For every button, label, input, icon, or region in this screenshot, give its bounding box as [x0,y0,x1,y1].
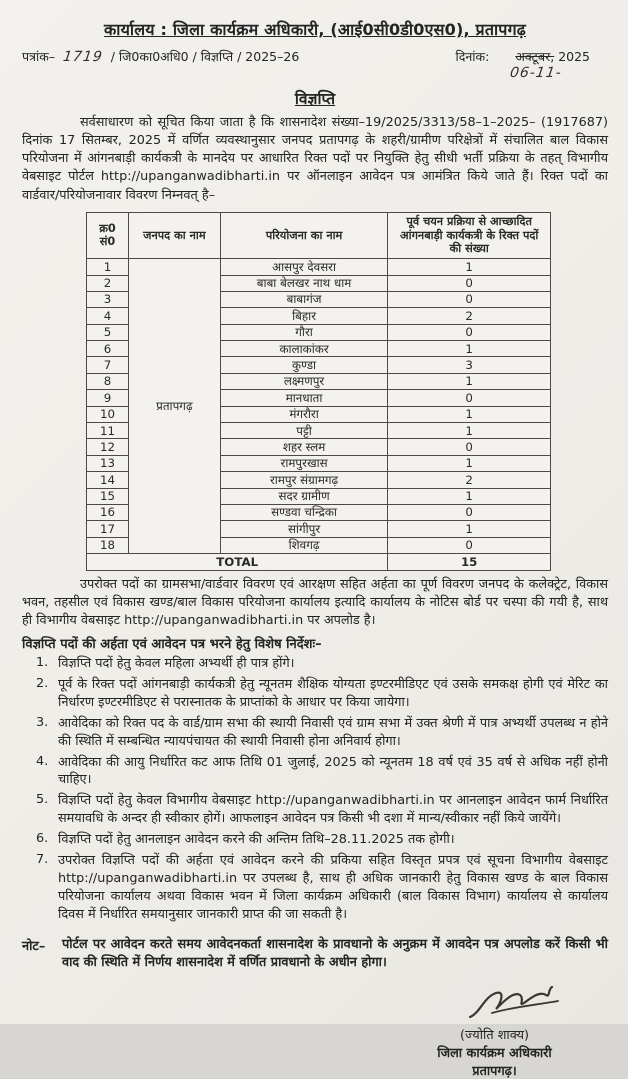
signatory-designation: जिला कार्यक्रम अधिकारी [437,1045,552,1061]
table-row: 18 शिवगढ़ 0 [87,537,551,553]
vacancy-table [86,212,551,571]
table-row: 14 रामपुर संग्रामगढ़ 2 [87,472,551,488]
instruction-item: 6. विज्ञप्ति पदों हेतु आनलाइन आवेदन करने की अन्तिम तिथि–28.11.2025 तक होगी। [36,831,455,848]
date-block [455,48,608,81]
header-count: पूर्व चयन प्रक्रिया से आच्छादित आंगनबाड़ी कार्यकत्री के रिक्त पदों की संख्या [388,212,551,258]
letter-number-suffix: / जि0का0अधि0 / विज्ञप्ति / 2025–26 [110,49,300,64]
table-row: 6 कालाकांकर 1 [87,341,551,357]
table-total-row [87,554,551,570]
header-district: जनपद का नाम [128,212,220,258]
table-row: 8 लक्ष्मणपुर 1 [87,373,551,389]
signatory-place: प्रतापगढ़। [472,1063,517,1079]
table-row: 2 बाबा बेलखर नाथ धाम 0 [87,275,551,291]
instruction-item: 4. आवेदिका की आयु निर्धारित कट आफ तिथि 01 जुलाई, 2025 को न्यूनतम 18 वर्ष एवं 35 वर्ष से अधिक नहीं होनी चाहिए। [36,753,608,788]
table-row: 12 शहर स्लम 0 [87,439,551,455]
letter-number-label: पत्रांक– [22,49,56,64]
letter-number [22,48,299,81]
table-row: 15 सदर ग्रामीण 1 [87,488,551,504]
after-table-paragraph: उपरोक्त पदों का ग्रामसभा/वार्डवार विवरण एवं आरक्षण सहित अर्हता का पूर्ण विवरण जनपद के कलेक्ट्रेट, विकास भवन, तहसील एवं विकास खण्ड/बाल विकास परियोजना कार्यालय इत्यादि कार्यालय के नोटिस बोर्ड पर चस्पा की गयी है, साथ ही विभागीय वेबसाइट http://upanganwadibharti.in पर अपलोड है। [22,576,608,628]
document-title: विज्ञप्ति [294,90,336,108]
table-row: 4 बिहार 2 [87,308,551,324]
table-row: 11 पट्टी 1 [87,423,551,439]
table-header-row [87,212,551,258]
table-row: 10 मंगरौरा 1 [87,406,551,422]
date-handwritten: 06-11- [509,65,564,81]
total-label: TOTAL [87,554,388,570]
instruction-item: 7. उपरोक्त विज्ञप्ति पदों की अर्हता एवं आवेदन करने की प्रकिया सहित विस्तृत प्रपत्र एवं सूचना विभागीय वेबसाइट http://upanganwadibharti.in पर उपलब्ध है, साथ ही अधिक जानकारी हेतु विकास खण्ड के बाल विकास परियोजना कार्यालय अथवा विकास भवन में जिला कार्यक्रम अधिकारी (बाल विकास विभाग) कार्यालय से कार्यालय दिवस में निर्धारित समयानुसार जानकारी प्राप्त की जा सकती है। [36,852,608,922]
instruction-item: 3. आवेदिका को रिक्त पद के वार्ड/ग्राम सभा की स्थायी निवासी एवं ग्राम सभा में उक्त श्रेणी में पात्र अभ्यर्थी उपलब्ध न होने की स्थिति में सम्बन्धित न्यायपंचायत की स्थायी निवासी होना अनिवार्य होगा। [36,714,608,749]
signature-block [387,983,602,1079]
table-row: 7 कुण्डा 3 [87,357,551,373]
district-cell: प्रतापगढ़ [128,259,220,554]
note-paragraph [22,936,608,973]
date-month-struck: अक्टूबर, [515,49,555,64]
table-row: 1 प्रतापगढ़ आसपुर देवसरा 1 [87,259,551,275]
instructions-heading: विज्ञप्ति पदों की अर्हता एवं आवेदन पत्र भरने हेतु विशेष निर्देशः– [22,637,322,653]
instruction-item: 1. विज्ञप्ति पदों हेतु केवल महिला अभ्यर्थी ही पात्र होंगे। [36,655,295,672]
letter-number-handwritten: 1719 [62,49,104,65]
table-row: 13 रामपुरखास 1 [87,455,551,471]
header-project: परियोजना का नाम [220,212,388,258]
note-label: नोट– [22,938,46,954]
reference-row [22,48,608,81]
table-row: 9 मानधाता 0 [87,390,551,406]
signature-scribble-icon [387,983,602,1025]
table-row: 17 सांगीपुर 1 [87,521,551,537]
instruction-item: 5. विज्ञप्ति पदों हेतु केवल विभागीय वेबसाइट http://upanganwadibharti.in पर आनलाइन आवेदन फार्म निर्धारित समयावधि के अन्दर ही स्वीकार होगें। आफलाइन आवेदन पत्र किसी भी दशा में मान्य/स्वीकार नहीं किये जायेंगे। [36,792,608,827]
intro-paragraph: सर्वसाधारण को सूचित किया जाता है कि शासनादेश संख्या–19/2025/3313/58–1–2025– (1917687) दिनांक 17 सितम्बर, 2025 में वर्णित व्यवस्थानुसार जनपद प्रतापगढ़ के शहरी/ग्रामीण परिक्षेत्रों में संचालित बाल विकास परियोजना में आंगनबाड़ी कार्यकत्री के मानदेय पर आधारित रिक्त पदों पर नियुक्ति हेतु सीधी भर्ती प्रक्रिया के तहत् विभागीय वेबसाइट पोर्टल http://upanganwadibharti.in पर ऑनलाइन आवेदन पत्र आमंत्रित किये जाते हैं। रिक्त पदों का वार्डवार/परियोजनावार विवरण निम्नवत् है– [22,115,608,203]
header-serial: क्र0 सं0 [87,212,129,258]
table-row: 3 बाबागंज 0 [87,291,551,307]
table-row: 5 गौरा 0 [87,324,551,340]
office-title: कार्यालय : जिला कार्यक्रम अधिकारी, (आई0सी0डी0एस0), प्रतापगढ़ [103,20,527,39]
note-text: पोर्टल पर आवेदन करते समय आवेदनकर्ता शासनादेश के प्रावधानो के अनुक्रम में आवदेन पत्र अपलोड करें किसी भी वाद की स्थिति में निर्णय शासनादेश में वर्णित प्रावधानो के अधीन होगा। [62,936,608,971]
instruction-item: 2. पूर्व के रिक्त पदों आंगनबाड़ी कार्यकत्री हेतु न्यूनतम शैक्षिक योग्यता इण्टरमीडिएट एवं उसके समकक्ष होगी एवं मेरिट का निर्धारण इण्टरमीडिएट से परास्नातक के प्राप्तांको के आधार पर किया जायेगा। [36,675,608,710]
total-value: 15 [388,554,551,570]
date-label: दिनांक: [455,49,490,64]
signatory-name: (ज्योति शाक्य) [459,1027,529,1043]
table-row: 16 सण्डवा चन्द्रिका 0 [87,504,551,520]
date-year: 2025 [558,49,590,64]
